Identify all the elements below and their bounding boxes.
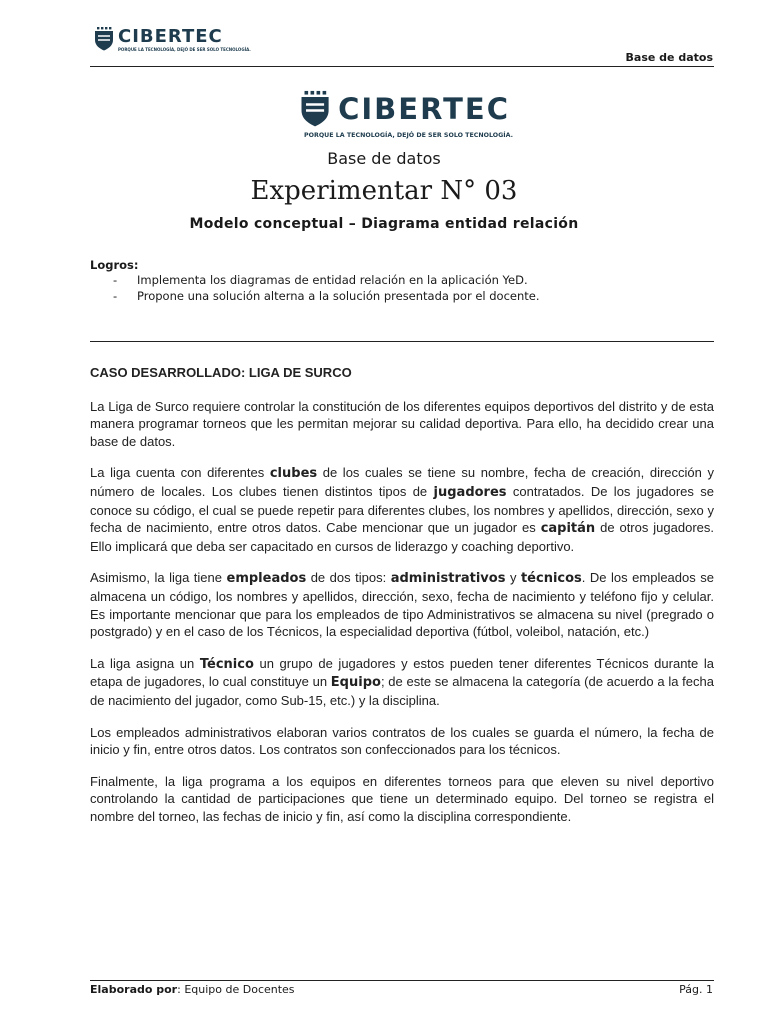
- case-title: CASO DESARROLLADO: LIGA DE SURCO: [90, 365, 352, 380]
- case-paragraph: Asimismo, la liga tiene empleados de dos tipos: administrativos y técnicos. De los empleados se almacena un código, los nombres y apellidos, dirección, sexo, fecha de nacimiento y teléfono fijo y celular. Es importante mencionar que para los empleados de tipo Administrativos se almacena su nivel (pregrado o postgrado) y en el caso de los Técnicos, la especialidad deportiva (fútbol, voleibol, natación, etc.): [90, 570, 714, 640]
- case-paragraph: La liga cuenta con diferentes clubes de los cuales se tiene su nombre, fecha de creación, dirección y número de locales. Los clubes tienen distintos tipos de jugadores contratados. De los jugadores se conoce su código, el cual se puede repetir para diferentes clubes, los nombres y apellidos, dirección, sexo y fecha de nacimiento, entre otros datos. Cabe mencionar que un jugador es capitán de otros jugadores. Ello implicará que deba ser capacitado en cursos de liderazgo y coaching deportivo.: [90, 465, 714, 554]
- page-title: Experimentar N° 03: [250, 176, 518, 206]
- page-number: Pág. 1: [679, 983, 713, 996]
- logro-text: Implementa los diagramas de entidad relación en la aplicación YeD.: [137, 273, 528, 287]
- header-brand-name: CIBERTEC: [118, 26, 223, 47]
- main-brand-name: CIBERTEC: [338, 92, 510, 126]
- footer-author-value: Equipo de Docentes: [180, 983, 295, 996]
- case-paragraph: La liga asigna un Técnico un grupo de jugadores y estos pueden tener diferentes Técnicos durante la etapa de jugadores, lo cual constituye un Equipo; de este se almacena la categoría (de acuerdo a la fecha de nacimiento del jugador, como Sub-15, etc.) y la disciplina.: [90, 655, 714, 708]
- keyword: Técnico: [199, 656, 254, 672]
- keyword: capitán: [540, 521, 596, 537]
- shield-logo-icon: [300, 88, 330, 130]
- case-paragraph: Los empleados administrativos elaboran varios contratos de los cuales se guarda el número, la fecha de inicio y fin, entre otros datos. Los contratos son confeccionados para los técnicos.: [90, 724, 714, 758]
- page-subtitle: Modelo conceptual – Diagrama entidad relación: [189, 216, 579, 232]
- case-paragraph: La Liga de Surco requiere controlar la constitución de los diferentes equipos deportivos del distrito y de esta manera programar torneos que les permitan mejorar su calidad deportiva. Para ello, ha decidido crear una base de datos.: [90, 398, 714, 449]
- list-item: - Propone una solución alterna a la solución presentada por el docente.: [113, 289, 540, 303]
- keyword: jugadores: [433, 484, 507, 500]
- keyword: técnicos: [520, 571, 582, 587]
- main-logo: [300, 88, 514, 139]
- main-brand-tagline: PORQUE LA TECNOLOGÍA, DEJÓ DE SER SOLO TECNOLOGÍA.: [304, 132, 514, 139]
- keyword: administrativos: [390, 571, 506, 587]
- case-paragraph: Finalmente, la liga programa a los equipos en diferentes torneos para que eleven su nivel deportivo controlando la cantidad de participaciones que tiene un determinado equipo. Del torneo se registra el nombre del torneo, las fechas de inicio y fin, así como la disciplina correspondiente.: [90, 773, 714, 824]
- logros-label: Logros:: [90, 258, 139, 272]
- logros-section: [90, 258, 540, 304]
- keyword: Equipo: [330, 675, 381, 691]
- header-course-name: Base de datos: [625, 51, 713, 64]
- header-logo: [94, 27, 251, 52]
- header-brand-tagline: PORQUE LA TECNOLOGÍA, DEJÓ DE SER SOLO TECNOLOGÍA.: [118, 47, 251, 52]
- footer-author: Elaborado por: Equipo de Docentes: [90, 983, 295, 996]
- section-divider: [90, 341, 714, 342]
- keyword: empleados: [226, 571, 307, 587]
- case-section: [90, 364, 714, 839]
- footer-divider: [90, 980, 714, 981]
- list-item: - Implementa los diagramas de entidad relación en la aplicación YeD.: [113, 273, 528, 287]
- logro-text: Propone una solución alterna a la solución presentada por el docente.: [137, 289, 540, 303]
- logros-list: [90, 272, 540, 304]
- header-divider: [90, 66, 714, 67]
- course-subject: Base de datos: [327, 149, 441, 168]
- keyword: clubes: [269, 466, 318, 482]
- shield-logo-icon: [94, 27, 114, 51]
- footer-author-label: Elaborado por: [90, 983, 178, 996]
